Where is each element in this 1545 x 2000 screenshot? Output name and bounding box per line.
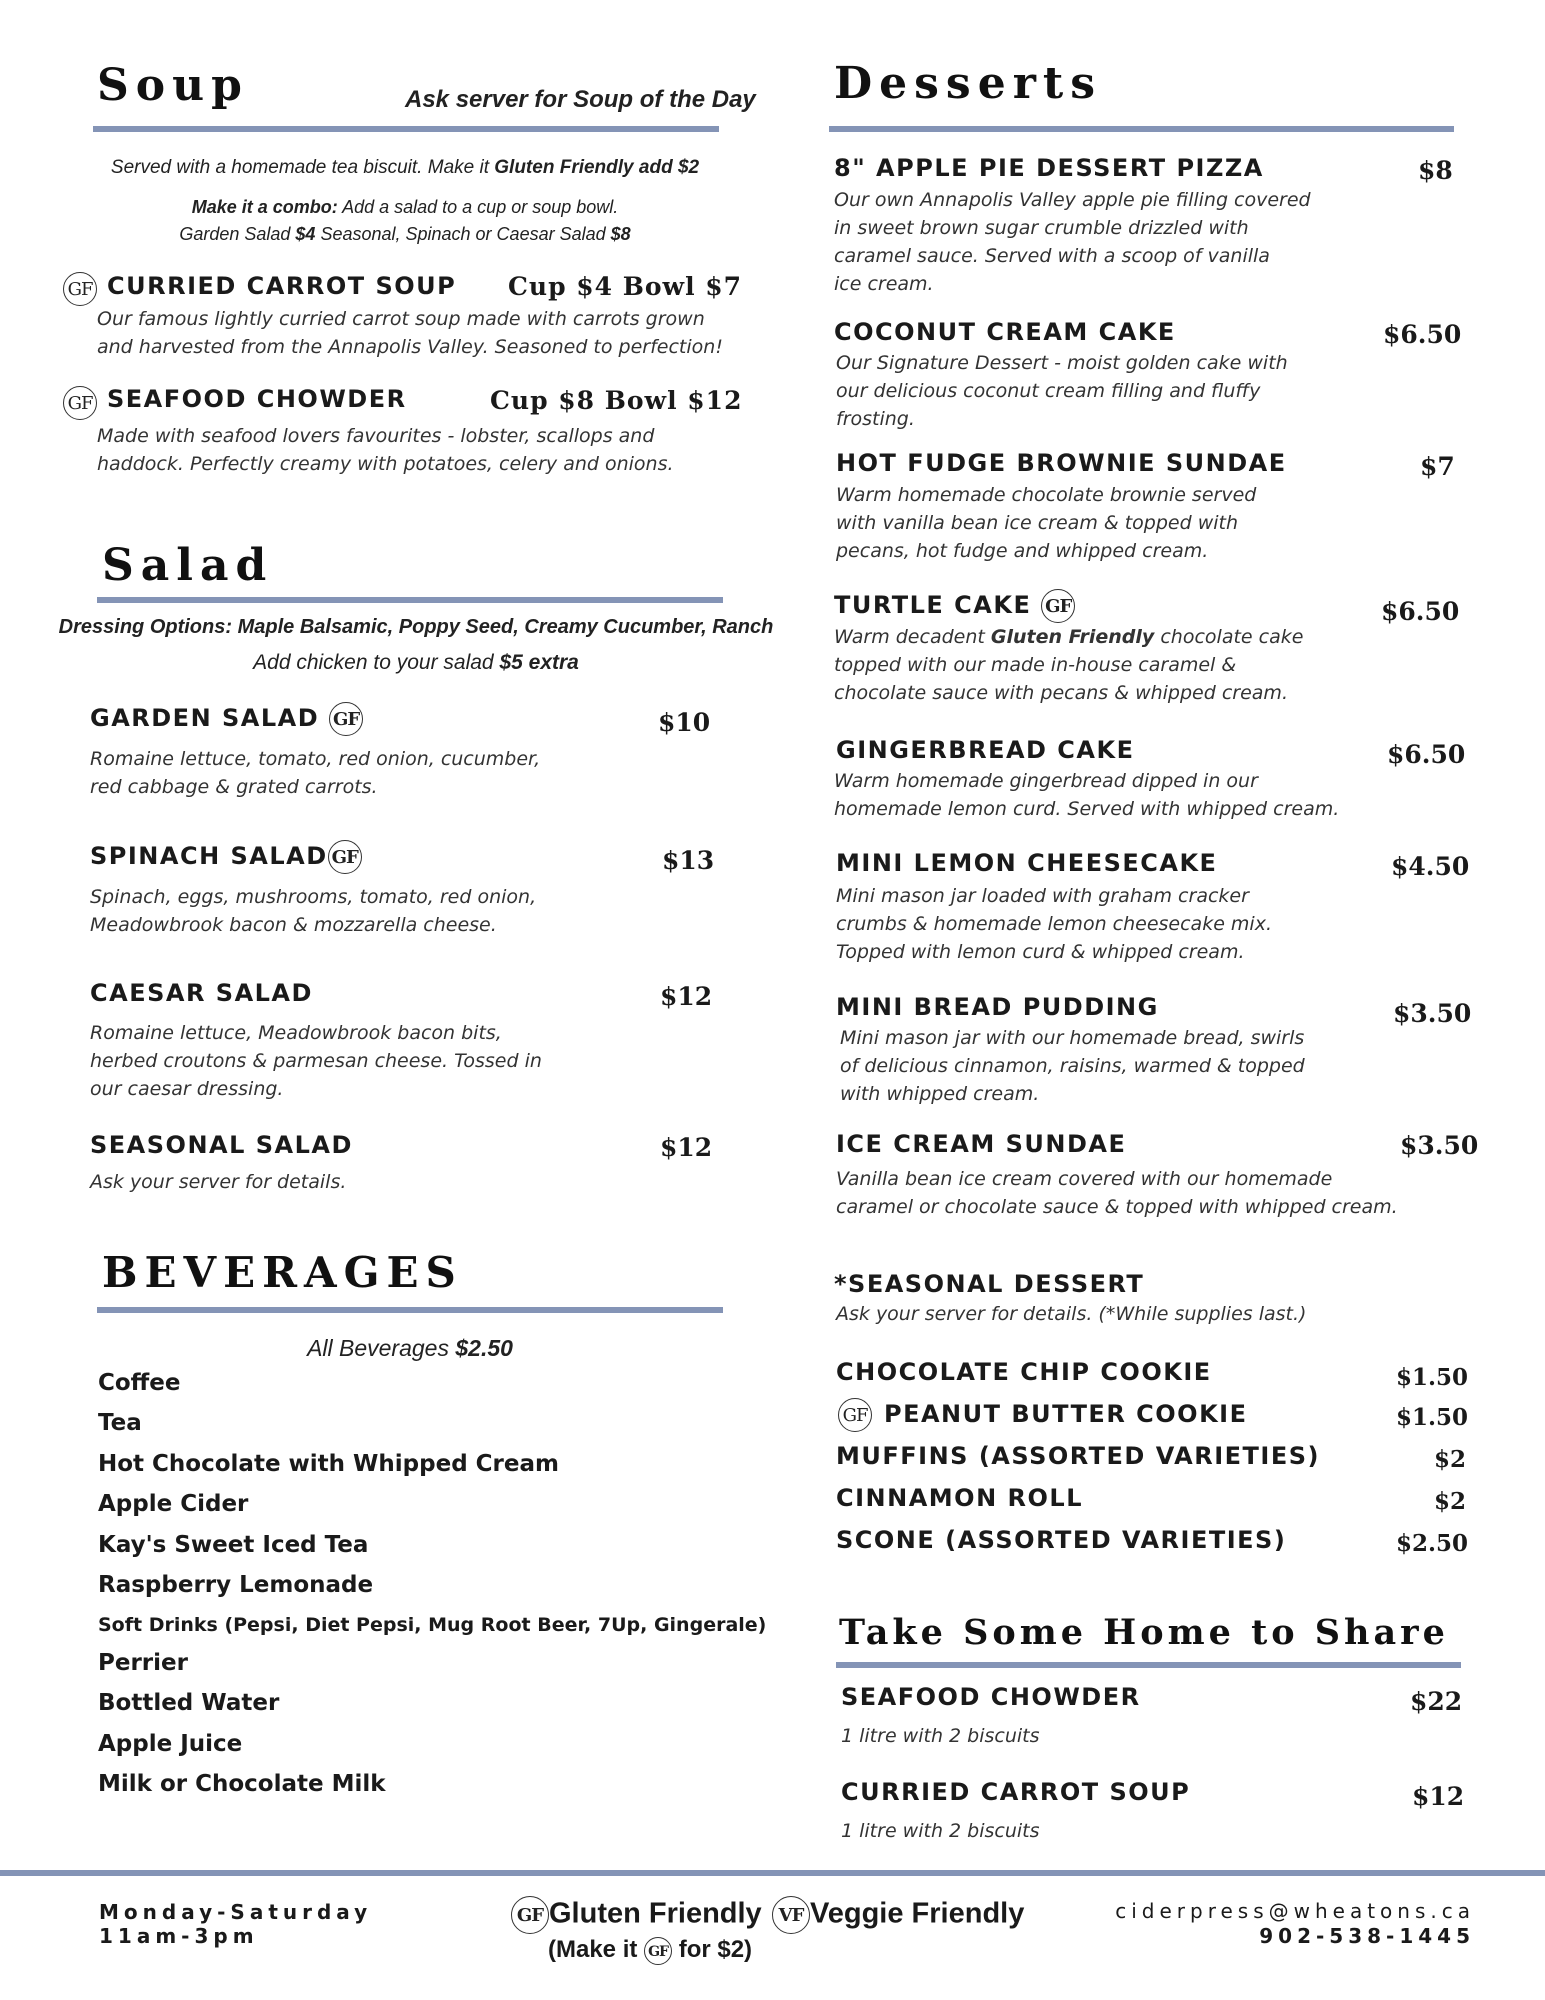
dessert-item-name: COCONUT CREAM CAKE bbox=[834, 318, 1176, 346]
bakery-item-price: $2.50 bbox=[1396, 1530, 1469, 1557]
beverage-item: Kay's Sweet Iced Tea bbox=[98, 1532, 369, 1558]
salad-item-price: $12 bbox=[660, 1133, 713, 1162]
dessert-item-desc: Ask your server for details. (*While supplies last.) bbox=[836, 1303, 1307, 1325]
legend-veggie-friendly: VF Veggie Friendly bbox=[772, 1896, 1024, 1934]
contact-email[interactable]: ciderpress@wheatons.ca bbox=[1115, 1899, 1475, 1923]
soup-note-2: Make it a combo: Add a salad to a cup or soup bowl. bbox=[191, 197, 619, 217]
contact-info bbox=[1115, 1899, 1475, 1949]
dessert-item-name: *SEASONAL DESSERT bbox=[834, 1270, 1145, 1298]
business-hours: Monday-Saturday 11am-3pm bbox=[99, 1900, 373, 1948]
salad-dressing-options: Dressing Options: Maple Balsamic, Poppy Seed, Creamy Cucumber, Ranch bbox=[58, 616, 774, 638]
soup-rule bbox=[93, 126, 719, 132]
salad-item-name: SEASONAL SALAD bbox=[90, 1131, 353, 1159]
legend-gluten-friendly: GF Gluten Friendly bbox=[511, 1896, 762, 1934]
beverages-heading: BEVERAGES bbox=[102, 1248, 463, 1297]
gluten-friendly-icon: GF bbox=[329, 702, 363, 736]
beverages-rule bbox=[97, 1307, 723, 1313]
take-home-rule bbox=[836, 1662, 1461, 1668]
bakery-item-price: $2 bbox=[1434, 1446, 1467, 1473]
beverage-item: Coffee bbox=[98, 1370, 181, 1396]
dessert-item-price: $3.50 bbox=[1400, 1131, 1479, 1160]
salad-item-desc: Spinach, eggs, mushrooms, tomato, red onion, Meadowbrook bacon & mozzarella cheese. bbox=[90, 886, 537, 936]
dessert-item-desc: Warm homemade chocolate brownie served with vanilla bean ice cream & topped with pecans, hot fudge and whipped cream. bbox=[836, 484, 1257, 562]
bakery-item-price: $2 bbox=[1434, 1488, 1467, 1515]
dessert-item-name: 8" APPLE PIE DESSERT PIZZA bbox=[834, 154, 1264, 182]
desserts-rule bbox=[829, 126, 1454, 132]
soup-item-name: CURRIED CARROT SOUP bbox=[107, 272, 457, 300]
soup-item-price: Cup $4 Bowl $7 bbox=[508, 272, 743, 301]
dessert-item-price: $6.50 bbox=[1387, 740, 1466, 769]
salad-item-price: $12 bbox=[660, 982, 713, 1011]
gluten-friendly-icon: GF bbox=[63, 272, 97, 306]
dessert-item-price: $7 bbox=[1420, 452, 1455, 481]
beverage-item: Soft Drinks (Pepsi, Diet Pepsi, Mug Root Beer, 7Up, Gingerale) bbox=[98, 1614, 767, 1636]
soup-item-name: SEAFOOD CHOWDER bbox=[107, 385, 407, 413]
salad-item-desc: Romaine lettuce, tomato, red onion, cucumber, red cabbage & grated carrots. bbox=[90, 748, 541, 798]
soup-tagline: Ask server for Soup of the Day bbox=[405, 86, 756, 113]
take-home-item-desc: 1 litre with 2 biscuits bbox=[841, 1820, 1040, 1842]
beverage-item: Apple Cider bbox=[98, 1491, 249, 1517]
gluten-friendly-icon: GF bbox=[644, 1937, 672, 1965]
beverage-item: Perrier bbox=[98, 1650, 188, 1676]
dessert-item-desc: Mini mason jar loaded with graham cracker crumbs & homemade lemon cheesecake mix. Topped with lemon curd & whipped cream. bbox=[836, 885, 1272, 963]
salad-heading: Salad bbox=[102, 540, 274, 591]
dessert-item-name: ICE CREAM SUNDAE bbox=[836, 1130, 1127, 1158]
soup-heading: Soup bbox=[97, 60, 249, 111]
salad-chicken-note: Add chicken to your salad $5 extra bbox=[253, 651, 579, 674]
soup-note-3: Garden Salad $4 Seasonal, Spinach or Caesar Salad $8 bbox=[179, 224, 631, 244]
gluten-friendly-upgrade-note: (Make it GF for $2) bbox=[548, 1936, 753, 1963]
bakery-item-name: MUFFINS (ASSORTED VARIETIES) bbox=[836, 1442, 1320, 1470]
beverage-item: Tea bbox=[98, 1410, 142, 1436]
bakery-item-name: CINNAMON ROLL bbox=[836, 1484, 1083, 1512]
soup-note-1: Served with a homemade tea biscuit. Make it Gluten Friendly add $2 bbox=[110, 157, 700, 178]
beverage-item: Raspberry Lemonade bbox=[98, 1572, 374, 1598]
dessert-item-desc: Warm decadent Gluten Friendly chocolate cake topped with our made in-house caramel & chocolate sauce with pecans & whipped cream. bbox=[834, 626, 1304, 704]
dessert-item-name: MINI BREAD PUDDING bbox=[836, 993, 1159, 1021]
soup-item-desc: Our famous lightly curried carrot soup made with carrots grown and harvested from the Annapolis Valley. Seasoned to perfection! bbox=[97, 308, 723, 358]
salad-item-price: $10 bbox=[658, 708, 711, 737]
soup-item-desc: Made with seafood lovers favourites - lobster, scallops and haddock. Perfectly creamy with potatoes, celery and onions. bbox=[97, 425, 674, 475]
bakery-item-price: $1.50 bbox=[1396, 1364, 1469, 1391]
desserts-heading: Desserts bbox=[834, 58, 1102, 109]
salad-item-name: SPINACH SALAD GF bbox=[90, 840, 362, 874]
salad-rule bbox=[97, 597, 723, 603]
beverage-item: Bottled Water bbox=[98, 1690, 280, 1716]
bakery-item-name: SCONE (ASSORTED VARIETIES) bbox=[836, 1526, 1287, 1554]
dessert-item-price: $6.50 bbox=[1383, 320, 1462, 349]
salad-item-name: GARDEN SALAD GF bbox=[90, 702, 363, 736]
beverages-price-note: All Beverages $2.50 bbox=[307, 1335, 513, 1361]
beverage-item: Hot Chocolate with Whipped Cream bbox=[98, 1451, 559, 1477]
beverage-item: Apple Juice bbox=[98, 1731, 243, 1757]
salad-item-desc: Romaine lettuce, Meadowbrook bacon bits, herbed croutons & parmesan cheese. Tossed in our caesar dressing. bbox=[90, 1022, 542, 1100]
salad-item-price: $13 bbox=[662, 846, 715, 875]
soup-item-price: Cup $8 Bowl $12 bbox=[490, 386, 743, 415]
dessert-item-price: $6.50 bbox=[1381, 597, 1460, 626]
dessert-item-desc: Our Signature Dessert - moist golden cake with our delicious coconut cream filling and fluffy frosting. bbox=[836, 352, 1288, 430]
contact-phone[interactable]: 902-538-1445 bbox=[1259, 1924, 1475, 1948]
dessert-item-name: HOT FUDGE BROWNIE SUNDAE bbox=[836, 449, 1287, 477]
beverage-item: Milk or Chocolate Milk bbox=[98, 1771, 386, 1797]
dessert-item-desc: Vanilla bean ice cream covered with our homemade caramel or chocolate sauce & topped with whipped cream. bbox=[836, 1168, 1398, 1218]
take-home-item-desc: 1 litre with 2 biscuits bbox=[841, 1725, 1040, 1747]
take-home-item-name: CURRIED CARROT SOUP bbox=[841, 1778, 1191, 1806]
dessert-item-price: $3.50 bbox=[1393, 999, 1472, 1028]
take-home-item-name: SEAFOOD CHOWDER bbox=[841, 1683, 1141, 1711]
take-home-item-price: $12 bbox=[1412, 1782, 1465, 1811]
salad-item-name: CAESAR SALAD bbox=[90, 979, 313, 1007]
gluten-friendly-icon: GF bbox=[838, 1398, 872, 1432]
gluten-friendly-icon: GF bbox=[63, 386, 97, 420]
dessert-item-price: $8 bbox=[1418, 156, 1453, 185]
footer-rule bbox=[0, 1870, 1545, 1876]
gluten-friendly-icon: GF bbox=[1041, 589, 1075, 623]
gluten-friendly-icon: GF bbox=[328, 840, 362, 874]
bakery-item-name: CHOCOLATE CHIP COOKIE bbox=[836, 1358, 1212, 1386]
dessert-item-desc: Our own Annapolis Valley apple pie filling covered in sweet brown sugar crumble drizzled with caramel sauce. Served with a scoop of vanilla ice cream. bbox=[834, 189, 1311, 295]
take-home-heading: Take Some Home to Share bbox=[839, 1612, 1449, 1653]
bakery-item-price: $1.50 bbox=[1396, 1404, 1469, 1431]
dessert-item-price: $4.50 bbox=[1391, 852, 1470, 881]
bakery-item-name: PEANUT BUTTER COOKIE bbox=[884, 1400, 1248, 1428]
dessert-item-name: MINI LEMON CHEESECAKE bbox=[836, 849, 1218, 877]
salad-item-desc: Ask your server for details. bbox=[90, 1171, 347, 1193]
dessert-item-desc: Mini mason jar with our homemade bread, swirls of delicious cinnamon, raisins, warmed & topped with whipped cream. bbox=[840, 1027, 1305, 1105]
take-home-item-price: $22 bbox=[1410, 1687, 1463, 1716]
dessert-item-name: GINGERBREAD CAKE bbox=[836, 736, 1135, 764]
dessert-item-name: TURTLE CAKE GF bbox=[834, 589, 1075, 623]
veggie-friendly-icon: VF bbox=[772, 1896, 810, 1934]
gluten-friendly-icon: GF bbox=[511, 1896, 549, 1934]
dessert-item-desc: Warm homemade gingerbread dipped in our homemade lemon curd. Served with whipped cream. bbox=[834, 770, 1340, 820]
